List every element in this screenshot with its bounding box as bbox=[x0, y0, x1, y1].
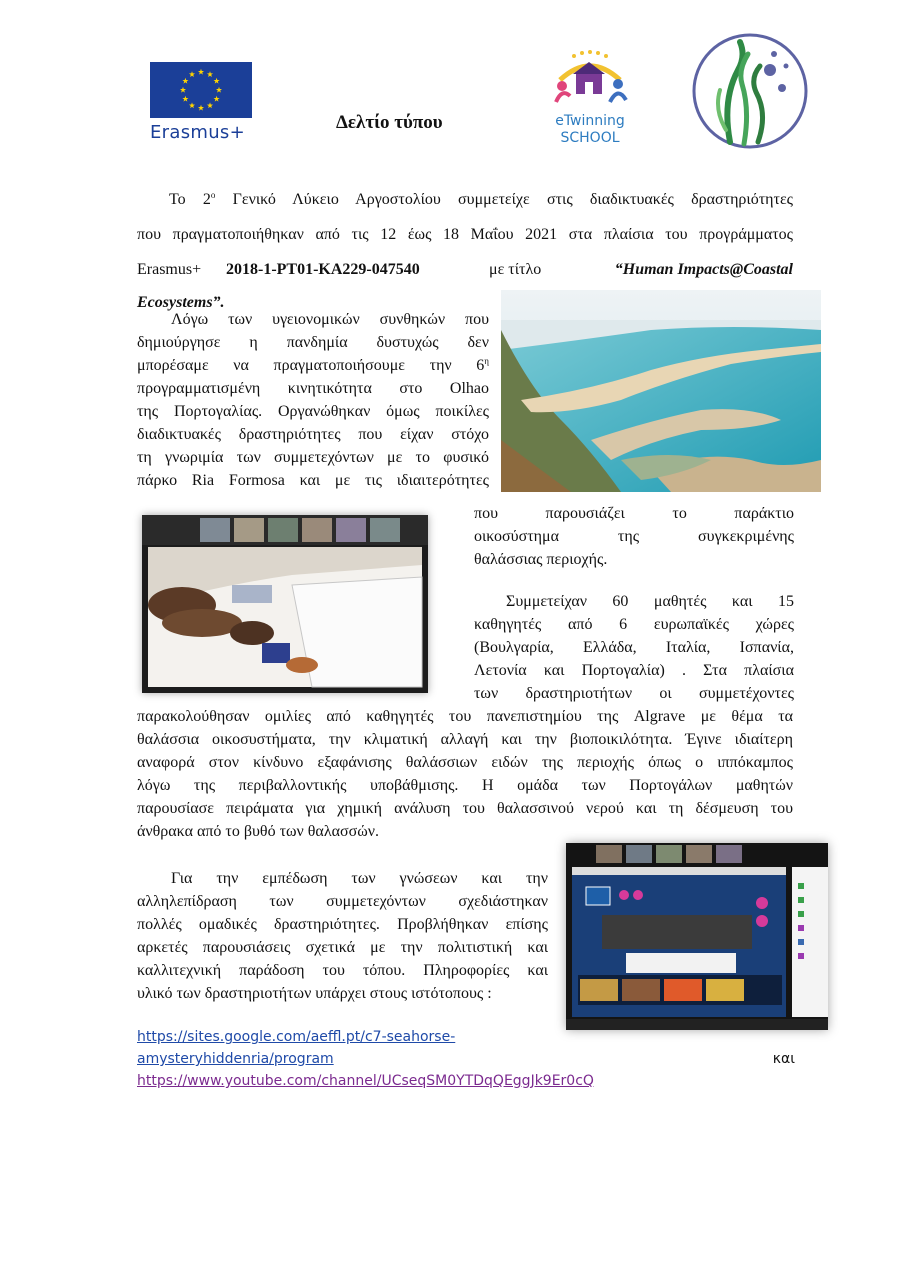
paragraph-4: Για την εμπέδωση των γνώσεων και την αλληλεπίδραση των συμμετεχόντων σχεδιάστηκαν πολλές ομαδικές δραστηριότητες. Προβλήθηκαν επίσης αρκετές παρουσιάσεις σχετικά με την πολιτιστική και καλλιτεχνική παράδοση του τόπου. Πληροφορίες και υλικό των δραστηριοτήτων υπάρχει στους ιστότοπους : bbox=[137, 870, 548, 1002]
and-text: και bbox=[772, 1051, 795, 1067]
paragraph-3: Συμμετείχαν 60 μαθητές και 15 καθηγητές από 6 ευρωπαϊκές χώρες (Βουλγαρία, Ελλάδα, Ιταλία, Ισπανία, Λετονία και Πορτογαλία) . Στα πλαίσια των δραστηριοτήτων οι συμμετέχοντες bbox=[474, 593, 794, 702]
erasmus-logo-text: Erasmus+ bbox=[150, 122, 245, 143]
intro-line-1: Το $2^o$ Γενικό Λύκειο Αργοστολίου συμμετείχε στις διαδικτυακές δραστηριότητες bbox=[169, 190, 794, 208]
project-title: “Human Impacts@Coastal bbox=[614, 261, 793, 278]
project-logo bbox=[686, 30, 814, 152]
intro-line-2: που πραγματοποιήθηκαν από τις 12 έως 18 Μαΐου 2021 στα πλαίσια του προγράμματος bbox=[137, 226, 793, 243]
paragraph-3-cont: παρακολούθησαν ομιλίες από καθηγητές του πανεπιστημίου της Algrave με θέμα τα θαλάσσια οικοσυστήματα, την κλιματική αλλαγή και την βιοποικιλότητα. Έγινε ιδιαίτερη αναφορά στον κίνδυνο εξαφάνισης θαλάσσιων ειδών της περιοχής όπως ο ιππόκαμπος λόγω της περιβαλλοντικής υποβάθμισης. Η ομάδα των Πορτογάλων μαθητών παρουσίασε πειράματα για χημική ανάλυση του θαλασσινού νερού και τη δέσμευση του άνθρακα από το βυθό των θαλασσών. bbox=[137, 708, 793, 840]
page-title: Δελτίο τύπου bbox=[336, 112, 443, 133]
project-title-cont: Ecosystems”. bbox=[137, 294, 225, 311]
seaweed-circle-icon bbox=[686, 30, 814, 152]
coastal-aerial-photo bbox=[501, 290, 821, 492]
etwinning-school-icon bbox=[546, 50, 634, 108]
eu-flag-icon bbox=[150, 62, 252, 118]
etwinning-logo bbox=[546, 50, 634, 146]
links-block bbox=[137, 1026, 795, 1092]
online-presentation-screenshot bbox=[566, 843, 828, 1030]
google-sites-link[interactable]: https://sites.google.com/aeffl.pt/c7-seahorse- amysteryhiddenria/program bbox=[137, 1029, 456, 1067]
project-code: 2018-1-PT01-KA229-047540 bbox=[226, 261, 420, 278]
etwinning-logo-text: eTwinning SCHOOL bbox=[555, 113, 625, 146]
zoom-meeting-screenshot bbox=[142, 515, 428, 693]
paragraph-2: Λόγω των υγειονομικών συνθηκών που δημιούργησε η πανδημία δυστυχώς δεν μπορέσαμε να πραγματοποιήσουμε την $6^\eta$ προγραμματισμένη κινητικότητα στο Olhao της Πορτογαλίας. Οργανώθηκαν όμως ποικίλες διαδικτυακές δραστηριότητες που είχαν στόχο τη γνωριμία των συμμετεχόντων με το φυσικό πάρκο Ria Formosa και με τις ιδιαιτερότητες bbox=[137, 311, 489, 489]
youtube-channel-link[interactable]: https://www.youtube.com/channel/UCseqSM0YTDqQEggJk9Er0cQ bbox=[137, 1073, 594, 1089]
paragraph-2-cont: που παρουσιάζει το παράκτιο οικοσύστημα της συγκεκριμένης θαλάσσιας περιοχής. bbox=[474, 505, 794, 568]
intro-line-3: Erasmus+ 2018-1-PT01-KA229-047540 με τίτλο “Human Impacts@Coastal bbox=[137, 254, 793, 285]
erasmus-logo bbox=[150, 62, 254, 146]
